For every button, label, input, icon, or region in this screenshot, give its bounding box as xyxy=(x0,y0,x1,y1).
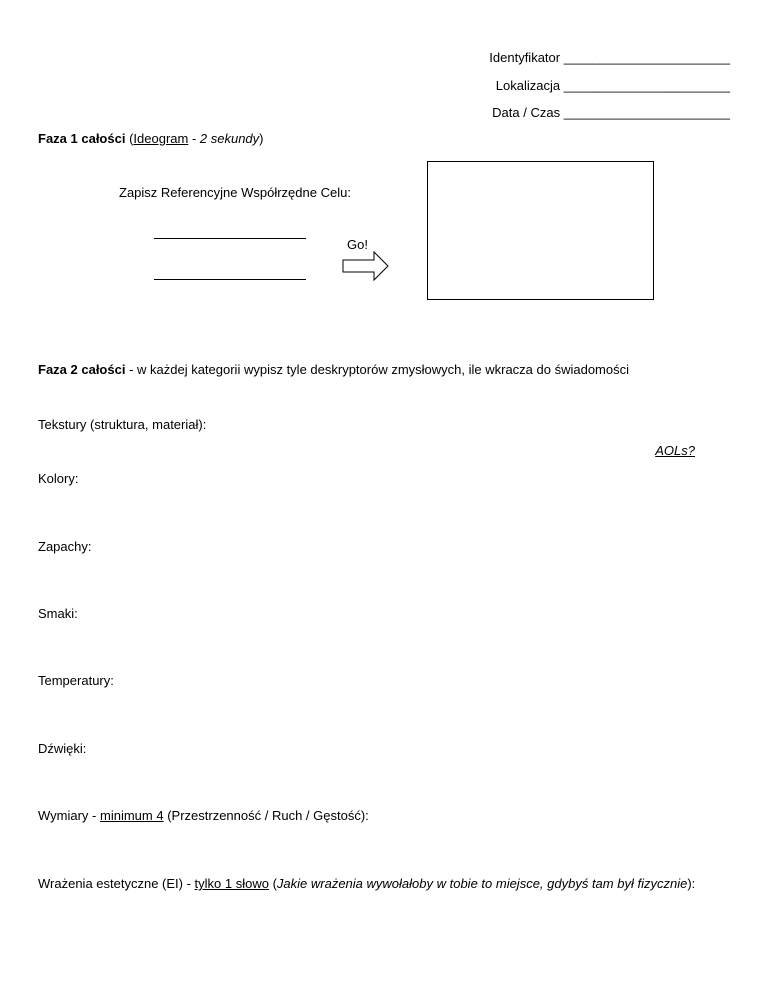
aesthetic-impressions-label xyxy=(38,876,695,892)
colors-label: Kolory: xyxy=(38,471,79,486)
phase2-title-rest: - w każdej kategorii wypisz tyle deskryptorów zmysłowych, ile wkracza do świadomości xyxy=(125,362,630,377)
phase1-title-bold: Faza 1 całości xyxy=(38,131,126,146)
ideogram-box[interactable] xyxy=(427,161,654,300)
textures-label: Tekstury (struktura, materiał): xyxy=(38,417,207,432)
sounds-label: Dźwięki: xyxy=(38,741,87,756)
lokalizacja-field[interactable]: Lokalizacja _______________________ xyxy=(495,78,730,93)
coordinates-instruction: Zapisz Referencyjne Współrzędne Celu: xyxy=(119,185,351,200)
coordinate-line-2[interactable] xyxy=(154,279,306,280)
phase1-seconds: 2 sekundy xyxy=(199,131,260,146)
ei-label-c: ): xyxy=(687,876,696,891)
phase1-title xyxy=(38,131,264,147)
arrow-right-icon xyxy=(342,250,390,282)
phase2-title xyxy=(38,362,629,378)
aols-label: AOLs? xyxy=(655,443,695,458)
data-czas-field[interactable]: Data / Czas _______________________ xyxy=(492,105,730,120)
identyfikator-field[interactable]: Identyfikator _______________________ xyxy=(489,50,730,65)
ei-question: Jakie wrażenia wywołałoby w tobie to miejsce, gdybyś tam był fizycznie xyxy=(276,876,688,891)
phase1-paren-open: ( xyxy=(125,131,134,146)
phase1-paren-close: ) xyxy=(259,131,264,146)
tastes-label: Smaki: xyxy=(38,606,78,621)
dimensions-label xyxy=(38,808,369,824)
temperatures-label: Temperatury: xyxy=(38,673,114,688)
ei-label-b: ( xyxy=(268,876,277,891)
phase2-title-bold: Faza 2 całości xyxy=(38,362,126,377)
phase1-dash: - xyxy=(188,131,200,146)
ei-label-a: Wrażenia estetyczne (EI) - xyxy=(38,876,195,891)
coordinate-line-1[interactable] xyxy=(154,238,306,239)
phase1-ideogram: Ideogram xyxy=(133,131,189,146)
dimensions-minimum: minimum 4 xyxy=(100,808,164,823)
dimensions-label-b: (Przestrzenność / Ruch / Gęstość): xyxy=(163,808,369,823)
go-label: Go! xyxy=(347,237,368,252)
ei-one-word: tylko 1 słowo xyxy=(194,876,269,891)
smells-label: Zapachy: xyxy=(38,539,92,554)
dimensions-label-a: Wymiary - xyxy=(38,808,100,823)
